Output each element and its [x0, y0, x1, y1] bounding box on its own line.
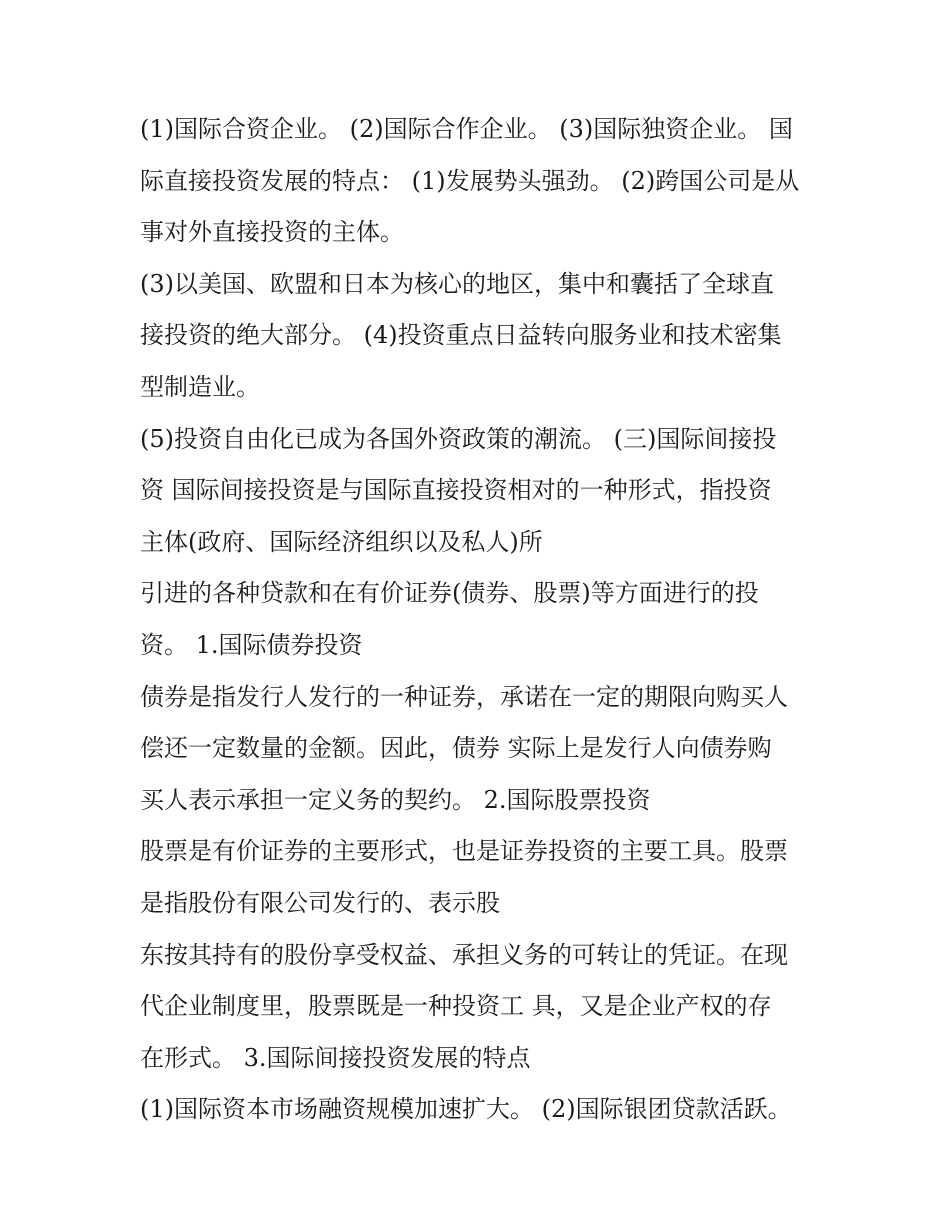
text-line: 引进的各种贷款和在有价证券(债券、股票)等方面进行的投 [140, 579, 759, 608]
text-line: (1)国际资本市场融资规模加速扩大。 (2)国际银团贷款活跃。 [140, 1095, 792, 1124]
text-line: 事对外直接投资的主体。 [140, 218, 404, 247]
text-line: (1)国际合资企业。 (2)国际合作企业。 (3)国际独资企业。 国 [140, 115, 793, 143]
text-line: 股票是有价证券的主要形式，也是证券投资的主要工具。股票 [140, 837, 788, 866]
text-line: 买人表示承担一定义务的契约。 2.国际股票投资 [140, 785, 651, 814]
text-line: 主体(政府、国际经济组织以及私人)所 [140, 527, 543, 556]
text-line: 偿还一定数量的金额。因此，债券 实际上是发行人向债券购 [140, 734, 772, 763]
text-line: 接投资的绝大部分。 (4)投资重点日益转向服务业和技术密集 [140, 321, 782, 350]
document-body [140, 104, 830, 1136]
text-line: 代企业制度里，股票既是一种投资工 具，又是企业产权的存 [140, 992, 772, 1021]
text-line: 资。 1.国际债券投资 [140, 630, 363, 659]
text-line: 在形式。 3.国际间接投资发展的特点 [140, 1043, 531, 1072]
text-line: 际直接投资发展的特点： (1)发展势头强劲。 (2)跨国公司是从 [140, 166, 800, 195]
text-line: 型制造业。 [140, 372, 260, 401]
text-line: 是指股份有限公司发行的、表示股 [140, 888, 500, 917]
text-line: 债券是指发行人发行的一种证券，承诺在一定的期限向购买人 [140, 682, 788, 711]
text-line: (5)投资自由化已成为各国外资政策的潮流。 (三)国际间接投 [140, 424, 777, 453]
text-line: 资 国际间接投资是与国际直接投资相对的一种形式，指投资 [140, 476, 772, 505]
text-line: (3)以美国、欧盟和日本为核心的地区，集中和囊括了全球直 [140, 269, 774, 298]
text-line: 东按其持有的股份享受权益、承担义务的可转让的凭证。在现 [140, 940, 788, 969]
